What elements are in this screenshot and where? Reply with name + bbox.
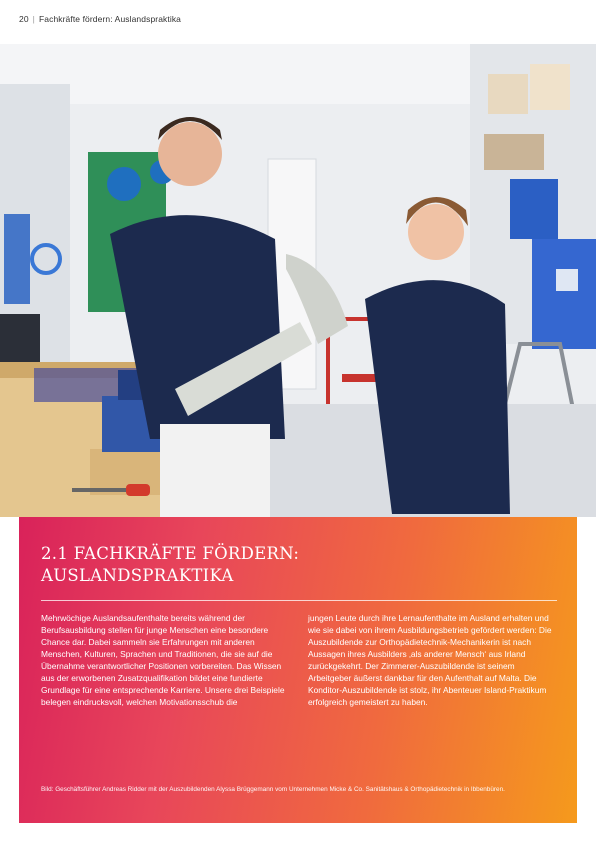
header-separator: | <box>32 14 35 24</box>
photo-illustration <box>0 44 596 517</box>
page-number: 20 <box>19 14 29 24</box>
workshop-photo <box>0 44 596 517</box>
article-panel <box>19 517 577 823</box>
title-divider <box>41 600 557 601</box>
article-title <box>41 543 299 587</box>
photo-caption: Bild: Geschäftsführer Andreas Ridder mit der Auszubildenden Alyssa Brüggemann vom Unternehmen Micke & Co. Sanitätshaus & Orthopädietechnik in Ibbenbüren. <box>41 786 505 793</box>
running-header <box>19 14 181 24</box>
section-title: Fachkräfte fördern: Auslandspraktika <box>38 14 182 24</box>
article-title-line-2: AUSLANDSPRAKTIKA <box>41 566 234 585</box>
body-column-1: Mehrwöchige Auslandsaufenthalte bereits während der Berufsausbildung stellen für junge Menschen eine besondere Chance dar. Dabei sammeln sie Erfahrungen mit anderen Menschen, Kulturen, Sprachen und Traditionen, die sie auf die Übernahme verantwortlicher Positionen vorbereiten. Das Wissen aus der erworbenen Zusatzqualifikation bildet eine fundierte Grundlage für eine entsprechende Karriere. Unsere drei Beispiele belegen eindrucksvoll, welchen Motivationsschub die <box>41 613 285 707</box>
body-column-2: jungen Leute durch ihre Lernaufenthalte im Ausland erhalten und wie sie dabei von ihrem Ausbildungsbetrieb gefördert werden: Die Auszubildende zur Orthopädietechnik-Mechanikerin ist nach Aussagen ihres Ausbilders ‚als anderer Mensch‘ aus Irland zurückgekehrt. Der Zimmerer-Auszubildende ist seinem Arbeitgeber äußerst dankbar für den Aufenthalt auf Malta. Die Konditor-Auszubildende ist stolz, ihr Abenteuer Island-Praktikum erfolgreich gemeistert zu haben. <box>308 613 552 707</box>
article-title-line-1: 2.1 FACHKRÄFTE FÖRDERN: <box>41 544 300 563</box>
